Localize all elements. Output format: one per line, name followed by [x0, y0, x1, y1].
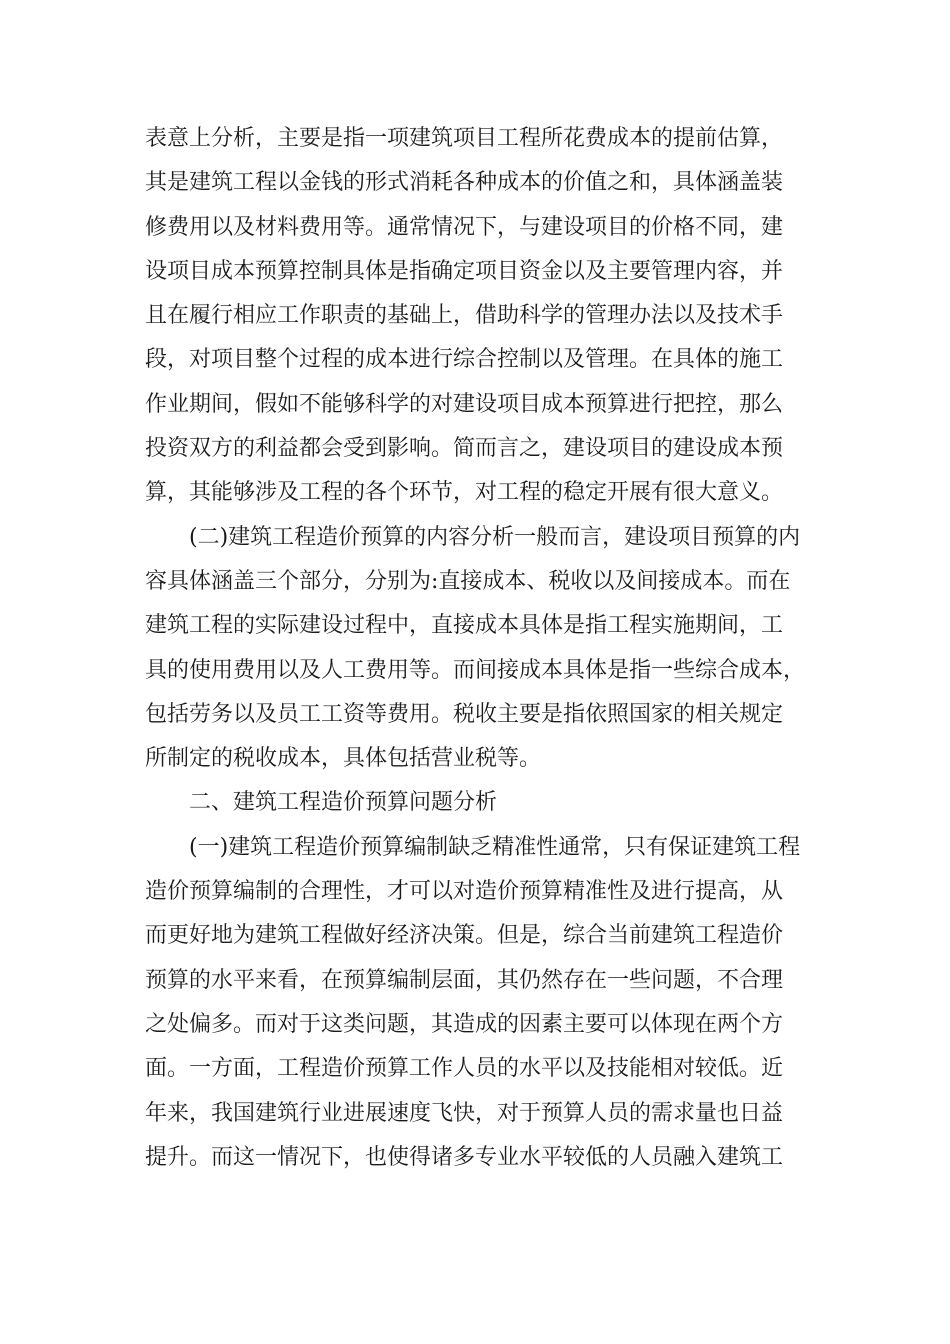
text-line: 建筑工程的实际建设过程中，直接成本具体是指工程实施期间，工 [145, 613, 784, 639]
text-line: 投资双方的利益都会受到影响。简而言之，建设项目的建设成本预 [145, 436, 784, 462]
section-heading: 二、建筑工程造价预算问题分析 [189, 790, 498, 816]
text-line: 之处偏多。而对于这类问题，其造成的因素主要可以体现在两个方 [145, 1011, 784, 1037]
text-line: 面。一方面，工程造价预算工作人员的水平以及技能相对较低。近 [145, 1056, 784, 1082]
text-line: 其是建筑工程以金钱的形式消耗各种成本的价值之和，具体涵盖装 [145, 170, 784, 196]
text-line: 且在履行相应工作职责的基础上，借助科学的管理办法以及技术手 [145, 303, 784, 329]
text-line: 表意上分析，主要是指一项建筑项目工程所花费成本的提前估算， [145, 126, 784, 151]
text-line: 段，对项目整个过程的成本进行综合控制以及管理。在具体的施工 [145, 347, 784, 373]
text-line: 预算的水平来看，在预算编制层面，其仍然存在一些问题，不合理 [145, 967, 784, 993]
text-line: 算，其能够涉及工程的各个环节，对工程的稳定开展有很大意义。 [145, 480, 784, 506]
text-line: 具的使用费用以及人工费用等。而间接成本具体是指一些综合成本， [145, 657, 806, 683]
body-text [145, 117, 825, 1180]
text-line: 提升。而这一情况下，也使得诸多专业水平较低的人员融入建筑工 [145, 1144, 784, 1170]
text-line: 所制定的税收成本，具体包括营业税等。 [145, 746, 542, 772]
text-line: 修费用以及材料费用等。通常情况下，与建设项目的价格不同，建 [145, 214, 784, 240]
paragraph-start-line: (二)建筑工程造价预算的内容分析一般而言，建设项目预算的内 [189, 524, 801, 550]
text-line: 造价预算编制的合理性，才可以对造价预算精准性及进行提高，从 [145, 879, 784, 905]
text-line: 容具体涵盖三个部分，分别为:直接成本、税收以及间接成本。而在 [145, 568, 791, 594]
text-line: 年来，我国建筑行业进展速度飞快，对于预算人员的需求量也日益 [145, 1100, 784, 1126]
text-line: 设项目成本预算控制具体是指确定项目资金以及主要管理内容，并 [145, 258, 784, 284]
text-line: 包括劳务以及员工工资等费用。税收主要是指依照国家的相关规定 [145, 701, 784, 727]
text-line: 作业期间，假如不能够科学的对建设项目成本预算进行把控，那么 [145, 391, 784, 417]
paragraph-start-line: (一)建筑工程造价预算编制缺乏精准性通常，只有保证建筑工程 [189, 834, 801, 860]
text-line: 而更好地为建筑工程做好经济决策。但是，综合当前建筑工程造价 [145, 923, 784, 949]
